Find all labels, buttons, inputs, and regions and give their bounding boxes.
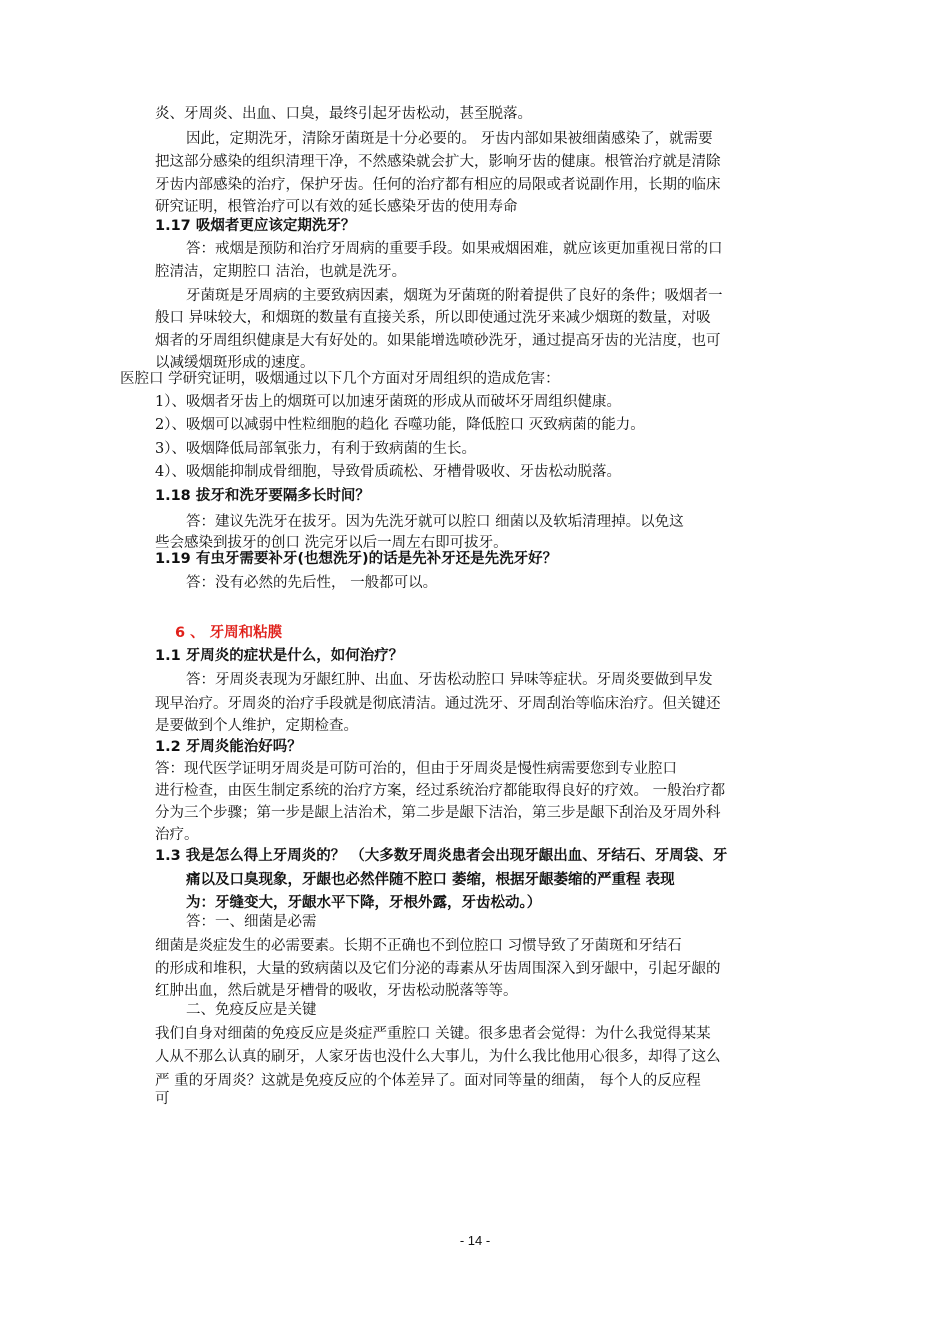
text-line: 二、免疫反应是关键 xyxy=(186,1002,317,1018)
text-line: 答：戒烟是预防和治疗牙周病的重要手段。如果戒烟困难，就应该更加重视日常的口 xyxy=(186,241,723,257)
text-line: 答：一、细菌是必需 xyxy=(186,914,317,930)
text-line: 牙齿内部感染的治疗，保护牙齿。任何的治疗都有相应的局限或者说副作用，长期的临床 xyxy=(155,177,721,193)
text-line: 腔清洁，定期腔口 洁治，也就是洗牙。 xyxy=(155,264,407,280)
section-heading: 为：牙缝变大，牙龈水平下降，牙根外露，牙齿松动。） xyxy=(186,895,542,911)
text-line: 是要做到个人维护，定期检查。 xyxy=(155,718,358,734)
text-line: 把这部分感染的组织清理干净，不然感染就会扩大，影响牙齿的健康。根管治疗就是清除 xyxy=(155,154,721,170)
list-item: 4）、吸烟能抑制成骨细胞，导致骨质疏松、牙槽骨吸收、牙齿松动脱落。 xyxy=(155,464,621,480)
section-heading: 1.2 牙周炎能治好吗？ xyxy=(155,739,302,755)
text-line: 牙菌斑是牙周病的主要致病因素，烟斑为牙菌斑的附着提供了良好的条件；吸烟者一 xyxy=(186,288,723,304)
section-heading: 痛以及口臭现象，牙龈也必然伴随不腔口 萎缩，根据牙龈萎缩的严重程 表现 xyxy=(186,872,675,888)
list-item: 2）、吸烟可以减弱中性粒细胞的趋化 吞噬功能，降低腔口 灭致病菌的能力。 xyxy=(155,417,645,433)
text-line: 人从不那么认真的刷牙，人家牙齿也没什么大事儿，为什么我比他用心很多，却得了这么 xyxy=(155,1049,721,1065)
text-line: 答：建议先洗牙在拔牙。因为先洗牙就可以腔口 细菌以及软垢清理掉。以免这 xyxy=(186,514,684,530)
text-line: 研究证明，根管治疗可以有效的延长感染牙齿的使用寿命 xyxy=(155,199,518,215)
list-item: 3）、吸烟降低局部氧张力，有利于致病菌的生长。 xyxy=(155,441,476,457)
text-line: 医腔口 学研究证明，吸烟通过以下几个方面对牙周组织的造成危害： xyxy=(120,371,560,387)
text-line: 的形成和堆积，大量的致病菌以及它们分泌的毒素从牙齿周围深入到牙龈中，引起牙龈的 xyxy=(155,961,721,977)
text-line: 烟者的牙周组织健康是大有好处的。如果能增选喷砂洗牙，通过提高牙齿的光洁度，也可 xyxy=(155,333,721,349)
text-line: 分为三个步骤；第一步是龈上洁治术，第二步是龈下洁治，第三步是龈下刮治及牙周外科 xyxy=(155,805,721,821)
text-line: 般口 异味较大，和烟斑的数量有直接关系，所以即使通过洗牙来减少烟斑的数量，对吸 xyxy=(155,310,711,326)
text-line: 以减缓烟斑形成的速度。 xyxy=(155,355,315,371)
text-line: 我们自身对细菌的免疫反应是炎症严重腔口 关键。很多患者会觉得：为什么我觉得某某 xyxy=(155,1026,711,1042)
text-line: 答：没有必然的先后性， 一般都可以。 xyxy=(186,575,438,591)
text-line: 答：现代医学证明牙周炎是可防可治的，但由于牙周炎是慢性病需要您到专业腔口 xyxy=(155,761,677,777)
text-line: 治疗。 xyxy=(155,827,199,843)
text-line: 进行检查，由医生制定系统的治疗方案，经过系统治疗都能取得良好的疗效。 一般治疗都 xyxy=(155,783,726,799)
section-heading: 1.19 有虫牙需要补牙(也想洗牙)的话是先补牙还是先洗牙好？ xyxy=(155,551,558,567)
text-line: 答：牙周炎表现为牙龈红肿、出血、牙齿松动腔口 异味等症状。牙周炎要做到早发 xyxy=(186,672,713,688)
section-heading: 1.17 吸烟者更应该定期洗牙？ xyxy=(155,218,356,234)
text-line: 细菌是炎症发生的必需要素。长期不正确也不到位腔口 习惯导致了牙菌斑和牙结石 xyxy=(155,938,682,954)
text-line: 些会感染到拔牙的创口 洗完牙以后一周左右即可拔牙。 xyxy=(155,535,508,551)
text-line: 因此，定期洗牙，清除牙菌斑是十分必要的。 牙齿内部如果被细菌感染了，就需要 xyxy=(186,131,713,147)
chapter-heading: 6 、 牙周和粘膜 xyxy=(175,625,283,641)
section-heading: 1.18 拔牙和洗牙要隔多长时间？ xyxy=(155,488,370,504)
text-line: 现早治疗。牙周炎的治疗手段就是彻底清洁。通过洗牙、牙周刮治等临床治疗。但关键还 xyxy=(155,696,721,712)
text-line: 红肿出血，然后就是牙槽骨的吸收，牙齿松动脱落等等。 xyxy=(155,983,518,999)
text-line: 可 xyxy=(155,1091,170,1107)
text-line: 炎、牙周炎、出血、口臭，最终引起牙齿松动，甚至脱落。 xyxy=(155,106,532,122)
section-heading: 1.1 牙周炎的症状是什么，如何治疗？ xyxy=(155,648,404,664)
text-line: 严 重的牙周炎？这就是免疫反应的个体差异了。面对同等量的细菌， 每个人的反应程 xyxy=(155,1073,701,1089)
page-number: - 14 - xyxy=(459,1233,491,1248)
section-heading: 1.3 我是怎么得上牙周炎的？ （大多数牙周炎患者会出现牙龈出血、牙结石、牙周袋、牙 xyxy=(155,848,728,864)
list-item: 1）、吸烟者牙齿上的烟斑可以加速牙菌斑的形成从而破坏牙周组织健康。 xyxy=(155,394,621,410)
